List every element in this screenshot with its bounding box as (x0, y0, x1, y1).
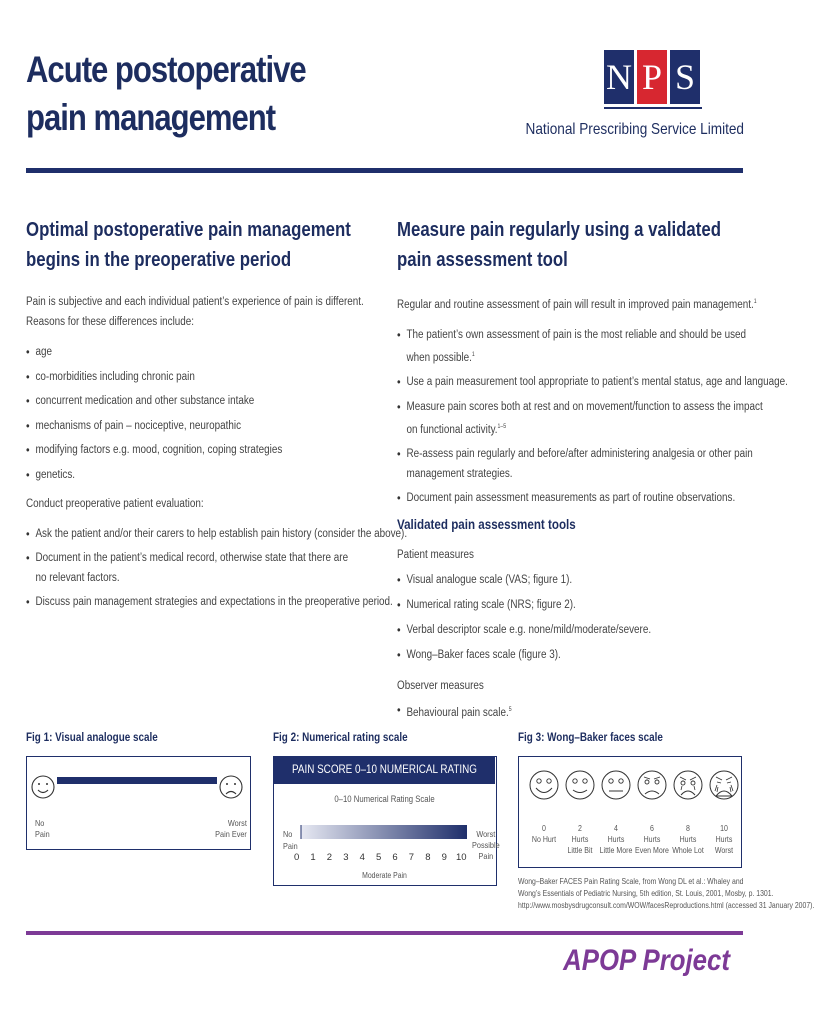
list-item: • co-morbidities including chronic pain (26, 367, 318, 387)
face-label-line-1: No Hurt (531, 835, 557, 844)
face-hurts-whole-lot-icon (674, 771, 702, 799)
face-hurts-worst-icon (710, 771, 738, 799)
nrs-left-label (283, 828, 298, 852)
face-label (526, 823, 562, 845)
face-label-line-2: Even More (635, 846, 669, 855)
tools-heading: Validated pain assessment tools (397, 517, 576, 532)
patient-measures-list (397, 570, 694, 665)
logo-letter-p: P (637, 50, 667, 104)
nrs-banner-text: PAIN SCORE 0–10 NUMERICAL RATING (291, 764, 478, 776)
face-score: 0 (542, 824, 546, 833)
evaluation-item-line-2: no relevant factors. (35, 571, 120, 584)
organisation-name: National Prescribing Service Limited (525, 121, 744, 138)
right-section-heading (397, 215, 721, 275)
footer-divider (26, 931, 743, 935)
fig1-right-label (215, 818, 247, 840)
faces-graphic (519, 761, 740, 811)
left-section-heading (26, 215, 351, 275)
fig3-caption-line-1: Wong–Baker FACES Pain Rating Scale, from Wong DL et al.: Whaley and (518, 877, 744, 886)
face-label-line-1: Hurts (643, 835, 661, 844)
right-heading-line-2: pain assessment tool (397, 249, 568, 271)
nrs-right-label-line-1: Worst (476, 829, 496, 839)
face-no-hurt-icon (530, 771, 558, 799)
assessment-item-line-1: Re-assess pain regularly and before/after administering analgesia or other pain (406, 447, 753, 460)
evaluation-list (26, 524, 408, 612)
face-hurts-little-more-icon (602, 771, 630, 799)
list-item: • mechanisms of pain – nociceptive, neuropathic (26, 416, 318, 436)
face-label (634, 823, 670, 856)
list-item: • age (26, 342, 318, 362)
nrs-number: 7 (408, 852, 415, 863)
nrs-number: 4 (359, 852, 365, 863)
assessment-item-line-2: when possible. (406, 351, 472, 364)
list-item: • Use a pain measurement tool appropriate to patient’s mental status, age and language. (397, 372, 694, 392)
list-item: • Numerical rating scale (NRS; figure 2). (397, 595, 694, 615)
fig3-caption (518, 876, 814, 912)
nps-logo (604, 50, 700, 104)
nrs-left-label-line-1: No (283, 829, 293, 839)
list-item (397, 325, 747, 368)
fig1-title: Fig 1: Visual analogue scale (26, 732, 158, 744)
evaluation-item-line-1: Document in the patient’s medical record, otherwise state that there are (35, 551, 349, 564)
logo-letter-s: S (670, 50, 700, 104)
assessment-item-line-1: Measure pain scores both at rest and on movement/function to assess the impact (406, 400, 763, 413)
list-item: • Document pain assessment measurements as part of routine observations. (397, 488, 694, 508)
fig2-title: Fig 2: Numerical rating scale (273, 732, 408, 744)
face-label (598, 823, 634, 856)
list-item (26, 548, 349, 588)
nrs-number: 5 (376, 852, 382, 863)
face-score: 8 (686, 824, 690, 833)
fig3-wong-baker-faces-scale (518, 756, 742, 868)
nrs-number: 0 (294, 852, 300, 863)
fig2-numerical-rating-scale (273, 756, 500, 886)
fig1-left-label-line-2: Pain (35, 829, 50, 839)
logo-letter-n: N (604, 50, 634, 104)
face-label (670, 823, 706, 856)
header-divider (26, 168, 743, 173)
project-name: APOP Project (563, 944, 730, 977)
patient-measures-label: Patient measures (397, 549, 474, 561)
face-label-line-2: Little Bit (567, 846, 593, 855)
title-line-1: Acute postoperative (26, 49, 306, 90)
reference-marker: 1 (753, 299, 757, 305)
face-score: 6 (650, 824, 654, 833)
logo-underline (604, 107, 702, 109)
fig1-right-label-line-2: Pain Ever (215, 829, 247, 839)
face-label-line-1: Hurts (715, 835, 733, 844)
nrs-number: 2 (326, 852, 333, 863)
face-score: 2 (578, 824, 582, 833)
list-item (397, 397, 763, 440)
fig3-caption-line-2: Wong’s Essentials of Pediatric Nursing, 5th edition, St. Louis, 2001, Mosby, p. 1301. (518, 889, 774, 898)
face-label-line-2: Whole Lot (672, 846, 704, 855)
intro-line-2: Reasons for these differences include: (26, 316, 195, 328)
nrs-right-label-line-2: Possible (472, 840, 500, 850)
list-item: • Visual analogue scale (VAS; figure 1). (397, 570, 694, 590)
face-label (562, 823, 598, 856)
fig1-right-label-line-1: Worst (228, 818, 247, 828)
list-item (397, 700, 694, 723)
fig1-left-label-line-1: No (35, 818, 45, 828)
left-heading-line-2: begins in the preoperative period (26, 249, 292, 271)
face-label-line-1: Hurts (679, 835, 697, 844)
nrs-subtitle: 0–10 Numerical Rating Scale (334, 794, 435, 804)
list-item (397, 444, 753, 484)
nrs-number: 8 (425, 852, 431, 863)
face-score: 4 (614, 824, 618, 833)
right-column-body (397, 292, 788, 508)
nrs-number: 1 (310, 852, 316, 863)
nrs-right-label (472, 829, 500, 862)
list-item: • genetics. (26, 465, 318, 485)
nrs-right-label-line-3: Pain (478, 851, 494, 861)
assessment-intro-text: Regular and routine assessment of pain will result in improved pain management. (397, 298, 754, 311)
face-score: 10 (720, 824, 728, 833)
face-hurts-little-bit-icon (566, 771, 594, 799)
assessment-item-line-2: on functional activity. (406, 423, 498, 436)
list-item: • Ask the patient and/or their carers to help establish pain history (consider the above). (26, 524, 318, 544)
face-label-line-1: Hurts (571, 835, 589, 844)
face-label-line-1: Hurts (607, 835, 625, 844)
page-title (26, 46, 306, 142)
evaluation-intro: Conduct preoperative patient evaluation: (26, 497, 204, 510)
tools-body (397, 545, 742, 723)
observer-measures-label: Observer measures (397, 680, 484, 692)
face-hurts-even-more-icon (638, 771, 666, 799)
nrs-gradient-bar (301, 825, 471, 841)
fig1-visual-analogue-scale (26, 756, 251, 850)
face-label-line-2: Worst (714, 846, 734, 855)
observer-measures-list (397, 700, 694, 723)
reference-marker: 1 (471, 351, 475, 358)
face-label-line-2: Little More (599, 846, 633, 855)
list-item: • Wong–Baker faces scale (figure 3). (397, 645, 694, 665)
face-label (706, 823, 742, 856)
reference-marker: 1–5 (497, 423, 507, 430)
nrs-number: 10 (456, 852, 467, 863)
assessment-item-line-2: management strategies. (406, 467, 513, 480)
nrs-number: 9 (441, 852, 447, 863)
assessment-intro (397, 292, 757, 315)
list-item: • concurrent medication and other substance intake (26, 391, 318, 411)
list-item: • Verbal descriptor scale e.g. none/mild/moderate/severe. (397, 620, 694, 640)
happy-face-icon (32, 776, 54, 798)
left-heading-line-1: Optimal postoperative pain management (26, 219, 351, 241)
fig1-left-label (35, 818, 50, 840)
nrs-number: 3 (343, 852, 349, 863)
right-heading-line-1: Measure pain regularly using a validated (397, 219, 721, 241)
list-item: • Discuss pain management strategies and expectations in the preoperative period. (26, 592, 318, 612)
nrs-number-row (294, 852, 474, 866)
fig3-title: Fig 3: Wong–Baker faces scale (518, 732, 663, 744)
nrs-banner (274, 757, 495, 784)
sad-face-icon (220, 776, 242, 798)
intro-line-1: Pain is subjective and each individual patient’s experience of pain is different. (26, 296, 364, 308)
list-item: • modifying factors e.g. mood, cognition, coping strategies (26, 440, 318, 460)
nrs-moderate-label: Moderate Pain (362, 871, 407, 880)
left-column-body (26, 292, 408, 612)
title-line-2: pain management (26, 97, 276, 138)
assessment-list (397, 325, 788, 509)
observer-measure-text: Behavioural pain scale. (406, 706, 509, 719)
fig3-caption-line-3: http://www.mosbysdrugconsult.com/WOW/facesReproductions.html (accessed 31 January 2007). (518, 901, 814, 910)
reference-marker: 5 (508, 707, 512, 713)
vas-bar (57, 777, 217, 784)
nrs-number: 6 (392, 852, 398, 863)
nrs-left-label-line-2: Pain (283, 841, 298, 851)
assessment-item-line-1: The patient’s own assessment of pain is the most reliable and should be used (406, 328, 747, 341)
reasons-list (26, 342, 318, 485)
